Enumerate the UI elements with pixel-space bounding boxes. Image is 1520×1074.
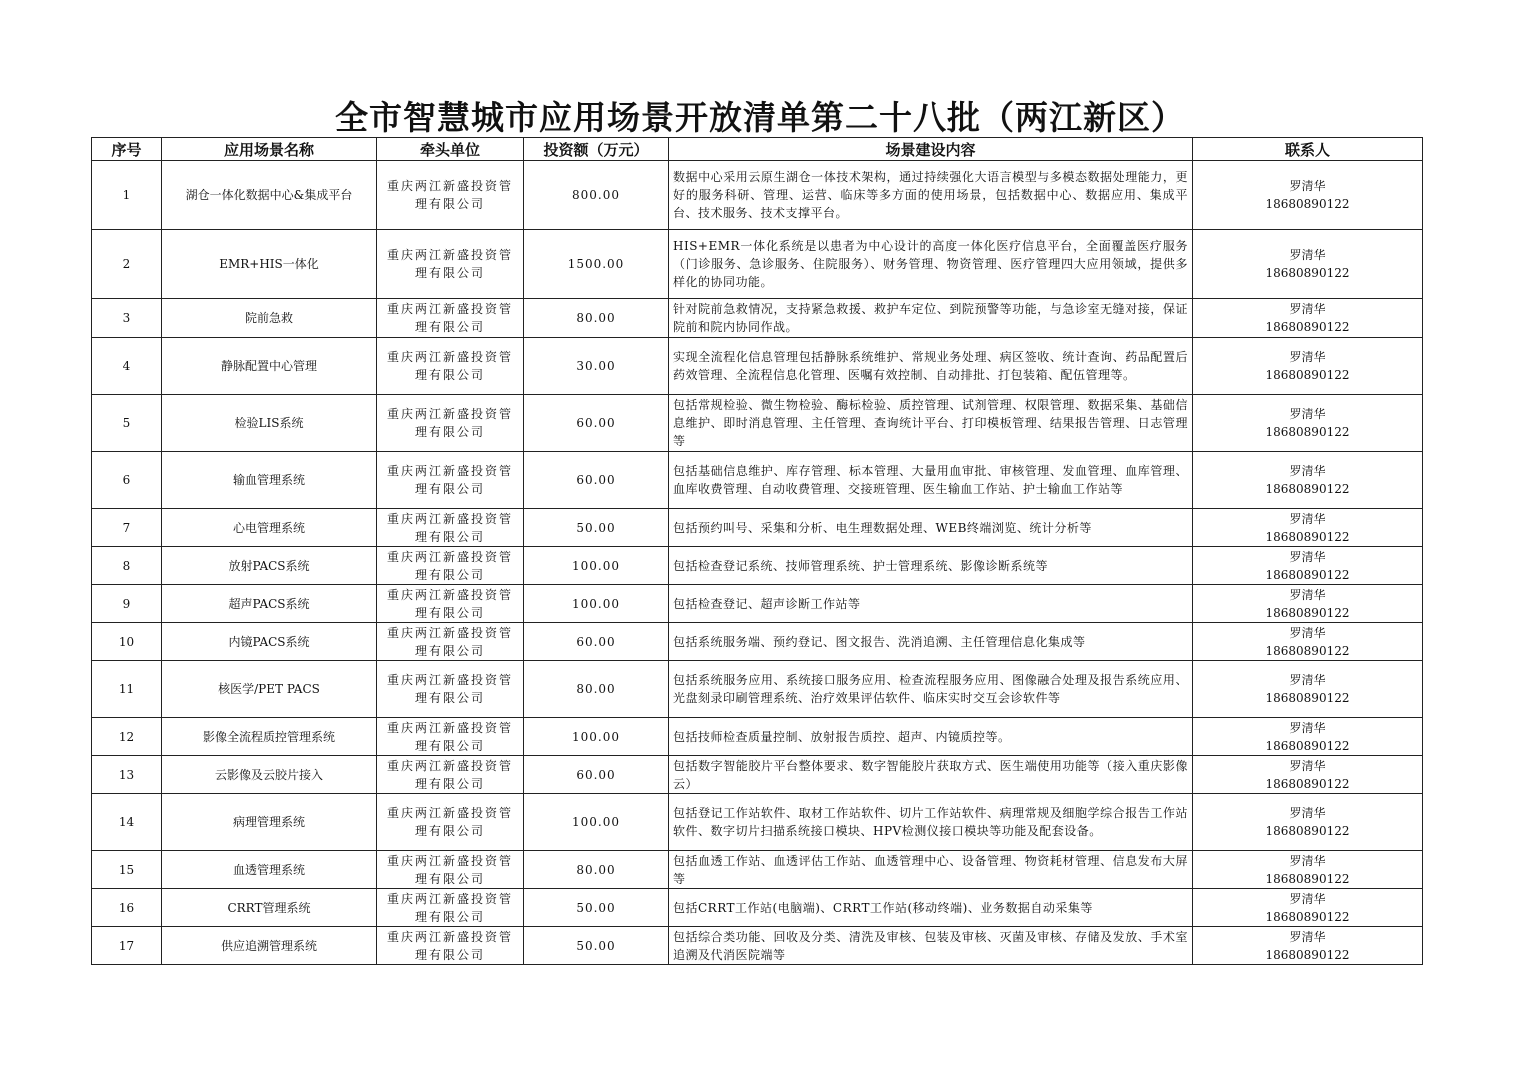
contact-name: 罗清华 — [1289, 248, 1326, 262]
contact-name: 罗清华 — [1289, 929, 1326, 944]
cell-content: 实现全流程化信息管理包括静脉系统维护、常规业务处理、病区签收、统计查询、药品配置后药效管理、全流程信息化管理、医嘱有效控制、自动排批、打包装箱、配伍管理等。 — [669, 338, 1193, 395]
cell-contact — [1193, 851, 1423, 889]
column-header-unit: 牵头单位 — [377, 138, 524, 161]
cell-name: 病理管理系统 — [162, 794, 377, 851]
cell-amount: 1500.00 — [524, 230, 669, 299]
contact-phone: 18680890122 — [1265, 691, 1350, 705]
cell-unit: 重庆两江新盛投资管理有限公司 — [377, 547, 524, 585]
contact-phone: 18680890122 — [1265, 871, 1350, 886]
cell-contact — [1193, 338, 1423, 395]
document-title: 全市智慧城市应用场景开放清单第二十八批（两江新区） — [335, 98, 1185, 137]
cell-amount: 80.00 — [524, 851, 669, 889]
cell-content: 包括检查登记系统、技师管理系统、护士管理系统、影像诊断系统等 — [669, 547, 1193, 585]
cell-amount: 60.00 — [524, 756, 669, 794]
table-row — [92, 794, 1423, 851]
column-header-amount: 投资额（万元） — [524, 138, 669, 161]
contact-phone: 18680890122 — [1265, 482, 1350, 496]
contact-name: 罗清华 — [1289, 407, 1326, 421]
table-row — [92, 230, 1423, 299]
cell-amount: 100.00 — [524, 718, 669, 756]
cell-contact — [1193, 509, 1423, 547]
contact-phone: 18680890122 — [1265, 197, 1350, 211]
cell-content: 包括综合类功能、回收及分类、清洗及审核、包装及审核、灭菌及审核、存储及发放、手术室追溯及代消医院端等 — [669, 927, 1193, 965]
cell-contact — [1193, 547, 1423, 585]
contact-phone: 18680890122 — [1265, 605, 1350, 620]
cell-unit: 重庆两江新盛投资管理有限公司 — [377, 794, 524, 851]
cell-no: 4 — [92, 338, 162, 395]
cell-contact — [1193, 395, 1423, 452]
cell-unit: 重庆两江新盛投资管理有限公司 — [377, 889, 524, 927]
cell-content: 包括系统服务应用、系统接口服务应用、检查流程服务应用、图像融合处理及报告系统应用、光盘刻录印刷管理系统、治疗效果评估软件、临床实时交互会诊软件等 — [669, 661, 1193, 718]
cell-name: 湖仓一体化数据中心&集成平台 — [162, 161, 377, 230]
cell-content: 包括基础信息维护、库存管理、标本管理、大量用血审批、审核管理、发血管理、血库管理、血库收费管理、自动收费管理、交接班管理、医生输血工作站、护士输血工作站等 — [669, 452, 1193, 509]
cell-name: 超声PACS系统 — [162, 585, 377, 623]
cell-amount: 80.00 — [524, 299, 669, 338]
cell-unit: 重庆两江新盛投资管理有限公司 — [377, 585, 524, 623]
table-row — [92, 927, 1423, 965]
contact-name: 罗清华 — [1289, 758, 1326, 773]
table-row — [92, 756, 1423, 794]
cell-name: 静脉配置中心管理 — [162, 338, 377, 395]
cell-unit: 重庆两江新盛投资管理有限公司 — [377, 161, 524, 230]
cell-content: 包括血透工作站、血透评估工作站、血透管理中心、设备管理、物资耗材管理、信息发布大屏等 — [669, 851, 1193, 889]
cell-no: 14 — [92, 794, 162, 851]
table-row — [92, 161, 1423, 230]
cell-amount: 50.00 — [524, 889, 669, 927]
column-header-content: 场景建设内容 — [669, 138, 1193, 161]
table-row — [92, 395, 1423, 452]
cell-name: 输血管理系统 — [162, 452, 377, 509]
cell-unit: 重庆两江新盛投资管理有限公司 — [377, 851, 524, 889]
cell-unit: 重庆两江新盛投资管理有限公司 — [377, 230, 524, 299]
cell-unit: 重庆两江新盛投资管理有限公司 — [377, 623, 524, 661]
column-header-contact: 联系人 — [1193, 138, 1423, 161]
cell-amount: 100.00 — [524, 794, 669, 851]
cell-contact — [1193, 161, 1423, 230]
cell-no: 11 — [92, 661, 162, 718]
cell-no: 7 — [92, 509, 162, 547]
cell-no: 12 — [92, 718, 162, 756]
cell-unit: 重庆两江新盛投资管理有限公司 — [377, 452, 524, 509]
cell-no: 5 — [92, 395, 162, 452]
contact-name: 罗清华 — [1289, 350, 1326, 364]
table-row — [92, 585, 1423, 623]
table-row — [92, 452, 1423, 509]
contact-name: 罗清华 — [1289, 720, 1326, 735]
contact-name: 罗清华 — [1289, 806, 1326, 820]
cell-unit: 重庆两江新盛投资管理有限公司 — [377, 718, 524, 756]
cell-contact — [1193, 889, 1423, 927]
cell-name: 影像全流程质控管理系统 — [162, 718, 377, 756]
cell-no: 1 — [92, 161, 162, 230]
cell-contact — [1193, 623, 1423, 661]
cell-name: 院前急救 — [162, 299, 377, 338]
cell-contact — [1193, 661, 1423, 718]
contact-name: 罗清华 — [1289, 549, 1326, 564]
contact-phone: 18680890122 — [1265, 529, 1350, 544]
cell-amount: 60.00 — [524, 623, 669, 661]
cell-name: 内镜PACS系统 — [162, 623, 377, 661]
column-header-name: 应用场景名称 — [162, 138, 377, 161]
cell-unit: 重庆两江新盛投资管理有限公司 — [377, 509, 524, 547]
contact-phone: 18680890122 — [1265, 738, 1350, 753]
column-header-no: 序号 — [92, 138, 162, 161]
table-row — [92, 299, 1423, 338]
cell-unit: 重庆两江新盛投资管理有限公司 — [377, 395, 524, 452]
table-row — [92, 661, 1423, 718]
cell-content: 包括登记工作站软件、取材工作站软件、切片工作站软件、病理常规及细胞学综合报告工作站软件、数字切片扫描系统接口模块、HPV检测仪接口模块等功能及配套设备。 — [669, 794, 1193, 851]
contact-phone: 18680890122 — [1265, 320, 1350, 334]
contact-phone: 18680890122 — [1265, 947, 1350, 962]
cell-no: 15 — [92, 851, 162, 889]
table-header-row — [92, 138, 1423, 161]
contact-phone: 18680890122 — [1265, 824, 1350, 838]
contact-phone: 18680890122 — [1265, 567, 1350, 582]
cell-no: 8 — [92, 547, 162, 585]
cell-unit: 重庆两江新盛投资管理有限公司 — [377, 661, 524, 718]
contact-phone: 18680890122 — [1265, 266, 1350, 280]
contact-name: 罗清华 — [1289, 464, 1326, 478]
cell-content: 包括检查登记、超声诊断工作站等 — [669, 585, 1193, 623]
cell-amount: 30.00 — [524, 338, 669, 395]
cell-name: 供应追溯管理系统 — [162, 927, 377, 965]
table-row — [92, 889, 1423, 927]
cell-content: 包括CRRT工作站(电脑端)、CRRT工作站(移动终端)、业务数据自动采集等 — [669, 889, 1193, 927]
cell-no: 16 — [92, 889, 162, 927]
cell-no: 2 — [92, 230, 162, 299]
cell-content: 数据中心采用云原生湖仓一体技术架构，通过持续强化大语言模型与多模态数据处理能力，更好的服务科研、管理、运营、临床等多方面的使用场景，包括数据中心、数据应用、集成平台、技术服务、技术支撑平台。 — [669, 161, 1193, 230]
cell-content: 包括数字智能胶片平台整体要求、数字智能胶片获取方式、医生端使用功能等（接入重庆影像云） — [669, 756, 1193, 794]
cell-contact — [1193, 230, 1423, 299]
cell-unit: 重庆两江新盛投资管理有限公司 — [377, 338, 524, 395]
cell-amount: 60.00 — [524, 395, 669, 452]
cell-unit: 重庆两江新盛投资管理有限公司 — [377, 927, 524, 965]
cell-no: 13 — [92, 756, 162, 794]
contact-name: 罗清华 — [1289, 853, 1326, 868]
contact-name: 罗清华 — [1289, 179, 1326, 193]
cell-content: 针对院前急救情况，支持紧急救援、救护车定位、到院预警等功能，与急诊室无缝对接，保证院前和院内协同作战。 — [669, 299, 1193, 338]
contact-phone: 18680890122 — [1265, 643, 1350, 658]
table-row — [92, 623, 1423, 661]
cell-no: 17 — [92, 927, 162, 965]
cell-no: 6 — [92, 452, 162, 509]
cell-name: 血透管理系统 — [162, 851, 377, 889]
cell-content: 包括技师检查质量控制、放射报告质控、超声、内镜质控等。 — [669, 718, 1193, 756]
cell-name: CRRT管理系统 — [162, 889, 377, 927]
table-row — [92, 509, 1423, 547]
cell-amount: 60.00 — [524, 452, 669, 509]
cell-amount: 800.00 — [524, 161, 669, 230]
cell-content: 包括预约叫号、采集和分析、电生理数据处理、WEB终端浏览、统计分析等 — [669, 509, 1193, 547]
contact-phone: 18680890122 — [1265, 909, 1350, 924]
scenario-table — [91, 137, 1423, 965]
cell-name: 心电管理系统 — [162, 509, 377, 547]
cell-contact — [1193, 927, 1423, 965]
cell-unit: 重庆两江新盛投资管理有限公司 — [377, 756, 524, 794]
cell-no: 10 — [92, 623, 162, 661]
cell-amount: 50.00 — [524, 927, 669, 965]
cell-contact — [1193, 299, 1423, 338]
cell-amount: 50.00 — [524, 509, 669, 547]
cell-contact — [1193, 718, 1423, 756]
contact-name: 罗清华 — [1289, 673, 1326, 687]
table-row — [92, 547, 1423, 585]
table-row — [92, 718, 1423, 756]
cell-amount: 100.00 — [524, 547, 669, 585]
cell-name: 云影像及云胶片接入 — [162, 756, 377, 794]
cell-no: 3 — [92, 299, 162, 338]
cell-content: HIS+EMR一体化系统是以患者为中心设计的高度一体化医疗信息平台，全面覆盖医疗服务（门诊服务、急诊服务、住院服务）、财务管理、物资管理、医疗管理四大应用领域，提供多样化的协同功能。 — [669, 230, 1193, 299]
cell-no: 9 — [92, 585, 162, 623]
cell-name: 核医学/PET PACS — [162, 661, 377, 718]
cell-name: 检验LIS系统 — [162, 395, 377, 452]
cell-content: 包括系统服务端、预约登记、图文报告、洗消追溯、主任管理信息化集成等 — [669, 623, 1193, 661]
cell-content: 包括常规检验、微生物检验、酶标检验、质控管理、试剂管理、权限管理、数据采集、基础信息维护、即时消息管理、主任管理、查询统计平台、打印模板管理、结果报告管理、日志管理等 — [669, 395, 1193, 452]
cell-unit: 重庆两江新盛投资管理有限公司 — [377, 299, 524, 338]
cell-name: EMR+HIS一体化 — [162, 230, 377, 299]
contact-phone: 18680890122 — [1265, 368, 1350, 382]
cell-contact — [1193, 756, 1423, 794]
cell-contact — [1193, 585, 1423, 623]
contact-phone: 18680890122 — [1265, 425, 1350, 439]
contact-name: 罗清华 — [1289, 891, 1326, 906]
cell-amount: 100.00 — [524, 585, 669, 623]
cell-amount: 80.00 — [524, 661, 669, 718]
contact-name: 罗清华 — [1289, 625, 1326, 640]
contact-name: 罗清华 — [1289, 302, 1326, 316]
cell-contact — [1193, 794, 1423, 851]
table-row — [92, 851, 1423, 889]
contact-phone: 18680890122 — [1265, 776, 1350, 791]
table-row — [92, 338, 1423, 395]
cell-contact — [1193, 452, 1423, 509]
cell-name: 放射PACS系统 — [162, 547, 377, 585]
contact-name: 罗清华 — [1289, 511, 1326, 526]
contact-name: 罗清华 — [1289, 587, 1326, 602]
